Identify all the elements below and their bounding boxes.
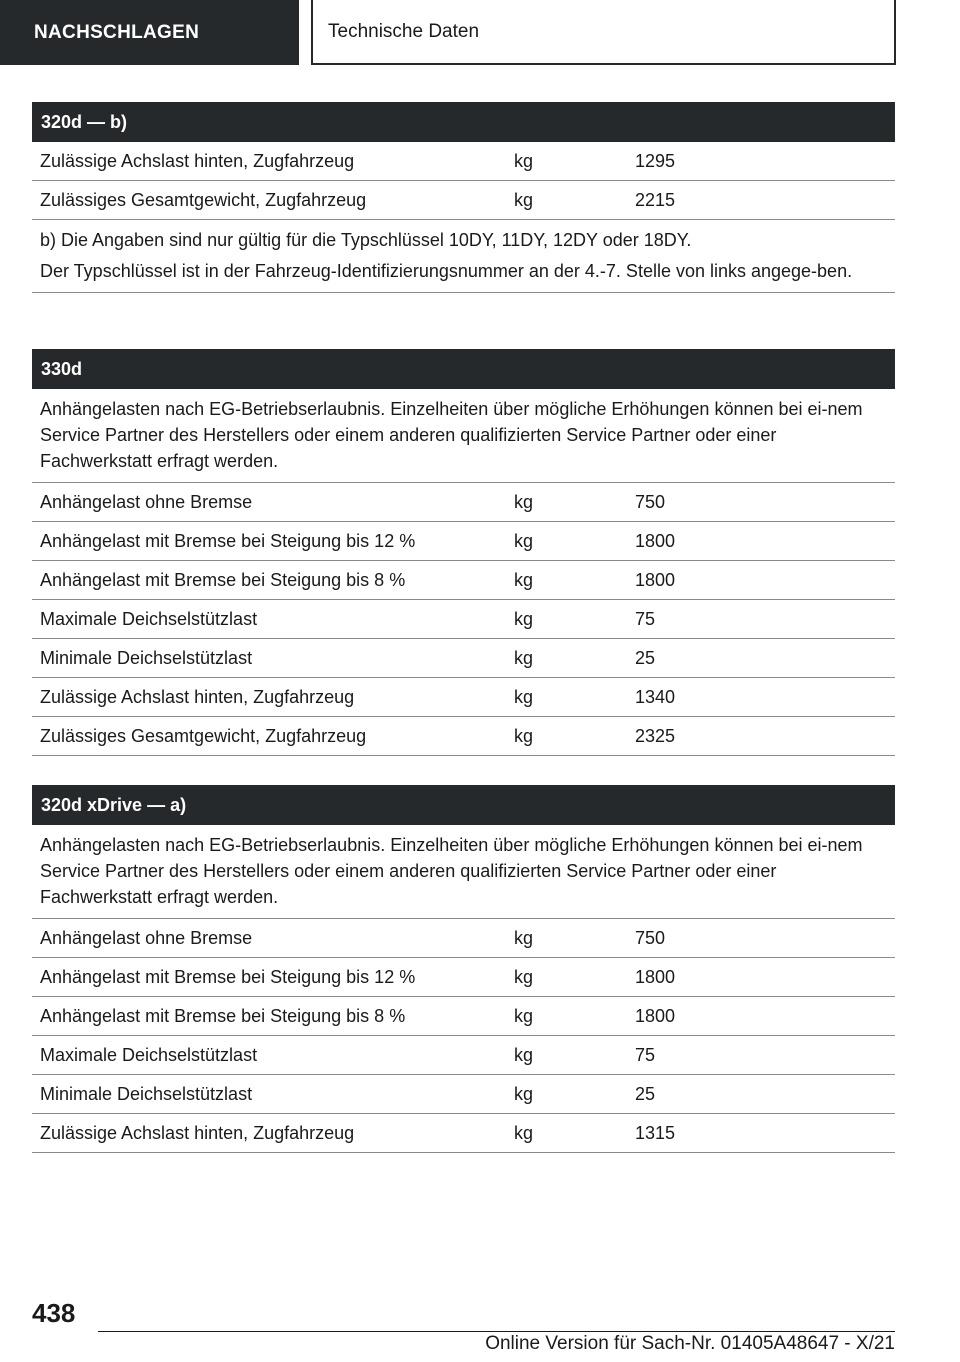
row-label: Anhängelast mit Bremse bei Steigung bis 12 % [40, 530, 416, 551]
table-title: 320d — b) [32, 102, 895, 142]
row-value: 2325 [635, 725, 676, 746]
table-intro: Anhängelasten nach EG-Betriebserlaubnis. Einzelheiten über mögliche Erhöhungen können bei ei-nem Service Partner des Herstellers oder einem anderen qualifizierten Service Partner oder einer Fachwerkstatt erfragt werden. [32, 825, 895, 919]
table-row [32, 1075, 895, 1114]
table-row [32, 561, 895, 600]
row-label: Zulässige Achslast hinten, Zugfahrzeug [40, 686, 355, 707]
table-row [32, 1036, 895, 1075]
row-value: 750 [635, 927, 666, 948]
footer-divider [98, 1331, 895, 1332]
row-label: Maximale Deichselstützlast [40, 608, 258, 629]
footnote [32, 220, 895, 293]
row-unit: kg [514, 1005, 534, 1026]
table-row [32, 483, 895, 522]
row-label: Anhängelast ohne Bremse [40, 491, 253, 512]
row-unit: kg [514, 1122, 534, 1143]
row-label: Anhängelast mit Bremse bei Steigung bis 8 % [40, 1005, 406, 1026]
row-label: Maximale Deichselstützlast [40, 1044, 258, 1065]
row-unit: kg [514, 927, 534, 948]
row-value: 1800 [635, 1005, 676, 1026]
row-unit: kg [514, 150, 534, 171]
table-row [32, 717, 895, 756]
row-value: 1340 [635, 686, 676, 707]
row-unit: kg [514, 608, 534, 629]
row-label: Anhängelast ohne Bremse [40, 927, 253, 948]
row-unit: kg [514, 491, 534, 512]
table-320d-xdrive-a [32, 785, 895, 1153]
table-title: 320d xDrive — a) [32, 785, 895, 825]
row-label: Zulässige Achslast hinten, Zugfahrzeug [40, 1122, 355, 1143]
row-value: 1800 [635, 966, 676, 987]
page-number: 438 [32, 1298, 76, 1328]
table-row [32, 181, 895, 220]
row-label: Minimale Deichselstützlast [40, 1083, 253, 1104]
row-unit: kg [514, 1044, 534, 1065]
row-value: 25 [635, 647, 656, 668]
row-value: 75 [635, 608, 656, 629]
row-value: 1800 [635, 530, 676, 551]
footnote-line: Der Typschlüssel ist in der Fahrzeug-Identifizierungsnummer an der 4.-7. Stelle von links angege-ben. [40, 261, 853, 281]
row-label: Anhängelast mit Bremse bei Steigung bis 12 % [40, 966, 416, 987]
section-tab [0, 0, 299, 65]
row-value: 2215 [635, 189, 676, 210]
row-value: 25 [635, 1083, 656, 1104]
table-title: 330d [32, 349, 895, 389]
row-unit: kg [514, 725, 534, 746]
row-unit: kg [514, 647, 534, 668]
row-label: Anhängelast mit Bremse bei Steigung bis 8 % [40, 569, 406, 590]
section-label: NACHSCHLAGEN [34, 21, 200, 43]
table-row [32, 142, 895, 181]
row-unit: kg [514, 569, 534, 590]
table-row [32, 919, 895, 958]
row-unit: kg [514, 189, 534, 210]
row-value: 1295 [635, 150, 676, 171]
table-row [32, 678, 895, 717]
row-value: 1315 [635, 1122, 676, 1143]
chapter-title: Technische Daten [328, 20, 480, 42]
row-unit: kg [514, 686, 534, 707]
table-row [32, 600, 895, 639]
chapter-header [311, 0, 896, 65]
row-value: 75 [635, 1044, 656, 1065]
table-row [32, 958, 895, 997]
table-330d [32, 349, 895, 756]
row-label: Zulässige Achslast hinten, Zugfahrzeug [40, 150, 355, 171]
row-unit: kg [514, 966, 534, 987]
table-row [32, 997, 895, 1036]
row-unit: kg [514, 1083, 534, 1104]
table-intro: Anhängelasten nach EG-Betriebserlaubnis. Einzelheiten über mögliche Erhöhungen können bei ei-nem Service Partner des Herstellers oder einem anderen qualifizierten Service Partner oder einer Fachwerkstatt erfragt werden. [32, 389, 895, 483]
row-unit: kg [514, 530, 534, 551]
footnote-line: b) Die Angaben sind nur gültig für die Typschlüssel 10DY, 11DY, 12DY oder 18DY. [40, 230, 692, 250]
table-row [32, 639, 895, 678]
row-value: 750 [635, 491, 666, 512]
row-label: Zulässiges Gesamtgewicht, Zugfahrzeug [40, 189, 367, 210]
row-label: Minimale Deichselstützlast [40, 647, 253, 668]
table-row [32, 1114, 895, 1153]
online-version-note: Online Version für Sach-Nr. 01405A48647 - X/21 [485, 1333, 895, 1354]
row-value: 1800 [635, 569, 676, 590]
table-320d-b [32, 102, 895, 293]
table-row [32, 522, 895, 561]
row-label: Zulässiges Gesamtgewicht, Zugfahrzeug [40, 725, 367, 746]
